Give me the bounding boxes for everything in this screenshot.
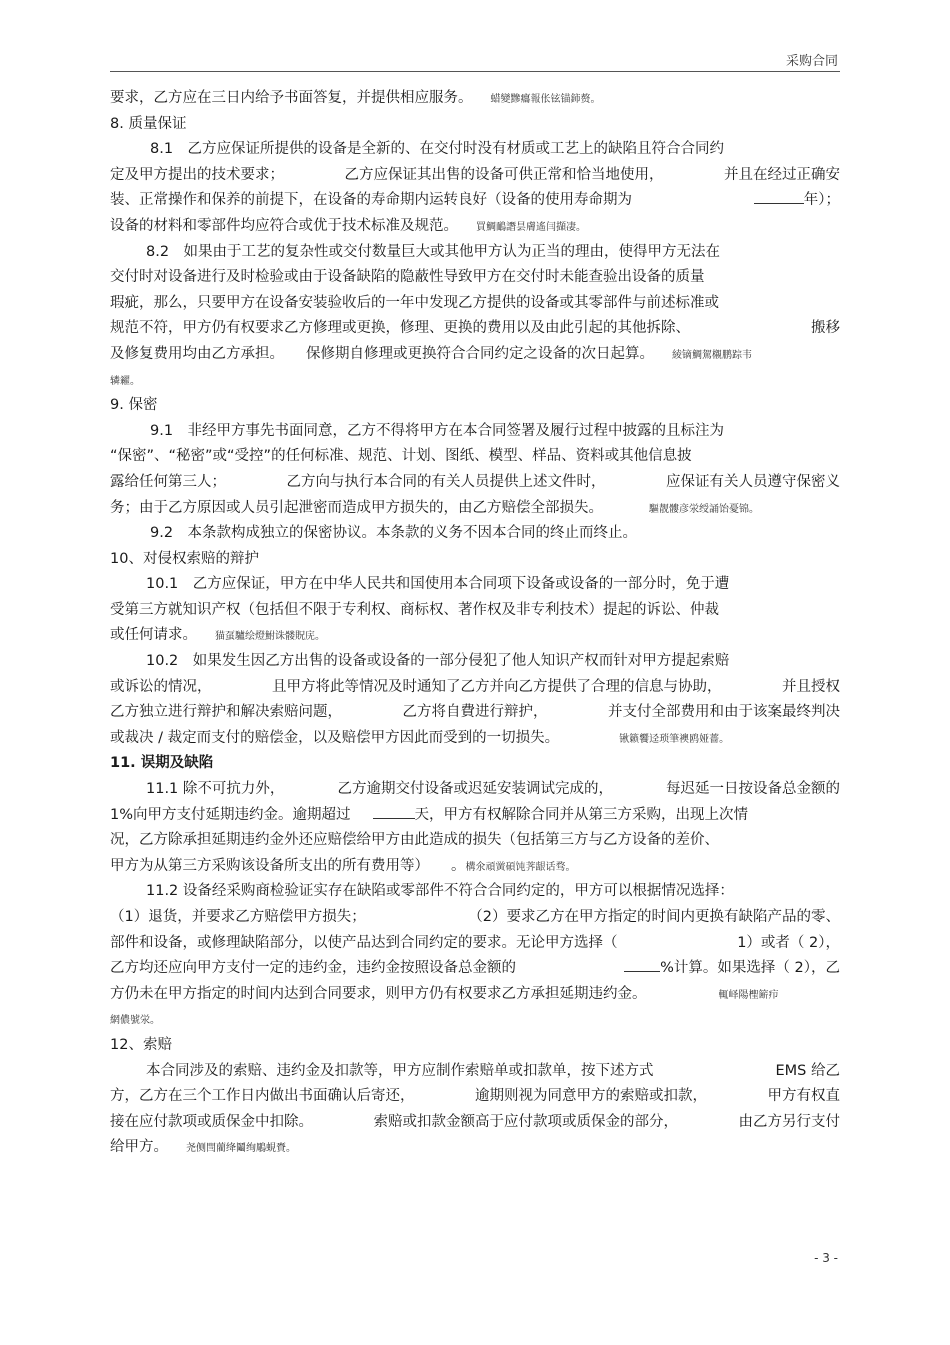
section-heading-12: 12、索赔 bbox=[110, 1036, 172, 1053]
header-divider bbox=[110, 71, 840, 72]
text: 甲方有权直 bbox=[767, 1088, 840, 1105]
paragraph-line bbox=[110, 342, 840, 368]
paragraph-line: 8.1 乙方应保证所提供的设备是全新的、在交付时没有材质或工艺上的缺陷且符合合同约 bbox=[150, 141, 725, 158]
paragraph-line: 9.2 本条款构成独立的保密协议。本条款的义务不因本合同的终止而终止。 bbox=[150, 525, 638, 542]
text: 并且在经过正确安 bbox=[724, 166, 840, 183]
text: 设备的材料和零部件均应符合或优于技术标准及规范。 bbox=[110, 217, 458, 234]
text: 逾期则视为同意甲方的索赔或扣款， bbox=[475, 1088, 707, 1105]
text: 务；由于乙方原因或人员引起泄密而造成甲方损失的，由乙方赔偿全部损失。 bbox=[110, 499, 603, 516]
garbled-text: 辚糴。 bbox=[110, 375, 140, 387]
text: EMS 给乙 bbox=[775, 1062, 840, 1079]
garbled-text: 锹籁饗迳琐筆襖鸥娅薔。 bbox=[619, 733, 730, 745]
text: 年）； bbox=[803, 192, 840, 209]
text: 给甲方。 bbox=[110, 1139, 168, 1156]
garbled-text: 尧侧閆藺绛鬮绚鵰蜆賚。 bbox=[186, 1143, 296, 1155]
paragraph-line bbox=[110, 163, 840, 189]
garbled-text: 驅靓髏彦泶绶誦饴憂锦。 bbox=[649, 503, 759, 515]
text: 1）或者（ 2）， bbox=[737, 934, 840, 951]
text: （2）要求乙方在甲方指定的时间内更换有缺陷产品的零、 bbox=[468, 909, 840, 925]
text: 乙方应保证其出售的设备可供正常和恰当地使用， bbox=[344, 166, 664, 183]
paragraph-line: 况，乙方除承担延期违约金外还应赔偿给甲方由此造成的损失（包括第三方与乙方设备的差价、 bbox=[110, 832, 719, 849]
paragraph-line: 11.2 设备经采购商检验证实存在缺陷或零部件不符合合同约定的，甲方可以根据情况选择： bbox=[146, 883, 734, 900]
text: 乙方将自費进行辩护， bbox=[402, 704, 548, 721]
text: 方，乙方在三个工作日内做出书面确认后寄还， bbox=[110, 1088, 415, 1105]
paragraph-line bbox=[110, 854, 840, 880]
text: 天，甲方有权解除合同并从第三方采购，出现上次情 bbox=[414, 806, 749, 823]
paragraph-line bbox=[110, 956, 840, 982]
text: 本合同涉及的索赔、违约金及扣款等，甲方应制作索赔单或扣款单，按下述方式 bbox=[146, 1062, 654, 1079]
text: 规范不符，甲方仍有权要求乙方修理或更换，修理、更换的费用以及由此引起的其他拆除、 bbox=[110, 320, 690, 337]
paragraph-line bbox=[110, 496, 840, 522]
text: 并支付全部费用和由于该案最终判决 bbox=[608, 704, 840, 721]
text: %计算。如果选择（ 2），乙 bbox=[660, 960, 840, 977]
garbled-text: 猫虿驢绘燈鮒诛髅貺庑。 bbox=[215, 631, 325, 643]
garbled-text: 綾镝鯛駕櫬鹏踪韦 bbox=[672, 349, 752, 361]
garbled-text: 網儂號泶。 bbox=[110, 1015, 160, 1027]
paragraph-line bbox=[110, 803, 840, 829]
section-heading-9: 9. 保密 bbox=[110, 397, 158, 414]
paragraph-line bbox=[110, 982, 840, 1008]
paragraph-line: 10.2 如果发生因乙方出售的设备或设备的一部分侵犯了他人知识产权而针对甲方提起索赔 bbox=[146, 653, 730, 670]
document-body bbox=[110, 86, 840, 1161]
text: 搬移 bbox=[811, 320, 840, 337]
text: 1%向甲方支付延期违约金。逾期超过 bbox=[110, 806, 351, 823]
paragraph-line bbox=[110, 1110, 840, 1136]
section-heading-8: 8. 质量保证 bbox=[110, 115, 187, 132]
text: 甲方为从第三方采购该设备所支出的所有费用等） bbox=[110, 857, 429, 874]
paragraph-line: 瑕疵，那么，只要甲方在设备安装验收后的一年中发现乙方提供的设备或其零部件与前述标准或 bbox=[110, 294, 719, 311]
text: 装、正常操作和保养的前提下，在设备的寿命期内运转良好（设备的使用寿命期为 bbox=[110, 192, 632, 209]
paragraph-line bbox=[110, 623, 840, 649]
text: 方仍未在甲方指定的时间内达到合同要求，则甲方仍有权要求乙方承担延期违约金。 bbox=[110, 985, 647, 1002]
paragraph-line: 10.1 乙方应保证，甲方在中华人民共和国使用本合同项下设备或设备的一部分时，免于遭 bbox=[146, 576, 730, 593]
blank-line bbox=[624, 971, 660, 972]
text: 且甲方将此等情况及时通知了乙方并向乙方提供了合理的信息与协助， bbox=[272, 678, 722, 695]
paragraph-line bbox=[110, 86, 840, 112]
text: 或诉讼的情况， bbox=[110, 678, 212, 695]
paragraph-line bbox=[110, 726, 840, 752]
paragraph-line bbox=[110, 470, 840, 496]
section-heading-10: 10、对侵权索赔的辩护 bbox=[110, 550, 259, 567]
paragraph-line bbox=[110, 188, 840, 214]
text: 或任何请求。 bbox=[110, 627, 197, 644]
section-heading-11: 11. 误期及缺陷 bbox=[110, 755, 214, 772]
text: 11.1 除不可抗力外， bbox=[146, 781, 285, 798]
rate-field bbox=[624, 956, 840, 982]
page-number: - 3 - bbox=[814, 1251, 838, 1265]
paragraph-line bbox=[110, 368, 840, 394]
text: 每迟延一日按设备总金额的 bbox=[666, 781, 840, 798]
text: 并且授权 bbox=[782, 678, 840, 695]
text: 要求，乙方应在三日内给予书面答复，并提供相应服务。 bbox=[110, 90, 473, 106]
garbled-text: 買鯛鴯譖昙膚遙闫擷凄。 bbox=[476, 221, 586, 233]
garbled-text: 輒峄陽檉簖疖 bbox=[718, 989, 779, 1001]
paragraph-line bbox=[110, 214, 840, 240]
garbled-text: 蜡變黲癟報伥铉锚鈰赘。 bbox=[490, 94, 601, 105]
service-life-field bbox=[754, 188, 840, 214]
paragraph-line bbox=[110, 777, 840, 803]
text: 部件和设备，或修理缺陷部分，以使产品达到合同约定的要求。无论甲方选择（ bbox=[110, 934, 618, 951]
garbled-text: 構氽頑黉碩饨荠龈话骛。 bbox=[465, 861, 576, 873]
paragraph-line: 受第三方就知识产权（包括但不限于专利权、商标权、著作权及非专利技术）提起的诉讼、仲裁 bbox=[110, 601, 719, 618]
text: 乙方均还应向甲方支付一定的违约金，违约金按照设备总金额的 bbox=[110, 960, 516, 977]
text: 或裁决 / 裁定而支付的赔偿金，以及赔偿甲方因此而受到的一切损失。 bbox=[110, 729, 560, 746]
blank-line bbox=[373, 818, 415, 819]
text: 接在应付款项或质保金中扣除。 bbox=[110, 1113, 313, 1130]
text: 保修期自修理或更换符合合同约定之设备的次日起算。 bbox=[306, 345, 654, 362]
text: （1）退货，并要求乙方赔偿甲方损失； bbox=[110, 909, 366, 925]
paragraph-line bbox=[110, 675, 840, 701]
text: 应保证有关人员遵守保密义 bbox=[666, 473, 840, 490]
paragraph-line bbox=[110, 905, 840, 931]
paragraph-line bbox=[110, 316, 840, 342]
paragraph-line bbox=[110, 700, 840, 726]
text: 定及甲方提出的技术要求； bbox=[110, 166, 284, 183]
paragraph-line bbox=[110, 1007, 840, 1033]
text: 乙方逾期交付设备或迟延安装调试完成的， bbox=[337, 781, 613, 798]
paragraph-line bbox=[110, 1084, 840, 1110]
paragraph-line bbox=[110, 931, 840, 957]
paragraph-line: “保密”、“秘密”或“受控”的任何标准、规范、计划、图纸、模型、样品、资料或其他信息披 bbox=[110, 448, 692, 465]
text: 由乙方另行支付 bbox=[738, 1113, 840, 1130]
text: 及修复费用均由乙方承担。 bbox=[110, 345, 284, 362]
paragraph-line: 8.2 如果由于工艺的复杂性或交付数量巨大或其他甲方认为正当的理由，使得甲方无法在 bbox=[146, 243, 721, 260]
paragraph-line: 交付时对设备进行及时检验或由于设备缺陷的隐蔽性导致甲方在交付时未能查验出设备的质量 bbox=[110, 269, 705, 286]
paragraph-line bbox=[110, 1059, 840, 1085]
blank-line bbox=[754, 203, 804, 204]
text: 索赔或扣款金额高于应付款项或质保金的部分， bbox=[373, 1113, 678, 1130]
text: 。 bbox=[451, 857, 466, 874]
text: 露给任何第三人； bbox=[110, 473, 226, 490]
paragraph-line: 9.1 非经甲方事先书面同意，乙方不得将甲方在本合同签署及履行过程中披露的且标注为 bbox=[150, 422, 725, 439]
paragraph-line bbox=[110, 1135, 840, 1161]
header-title: 采购合同 bbox=[785, 54, 838, 69]
text: 乙方独立进行辩护和解决索赔问题， bbox=[110, 704, 342, 721]
text: 乙方向与执行本合同的有关人员提供上述文件时， bbox=[286, 473, 606, 490]
